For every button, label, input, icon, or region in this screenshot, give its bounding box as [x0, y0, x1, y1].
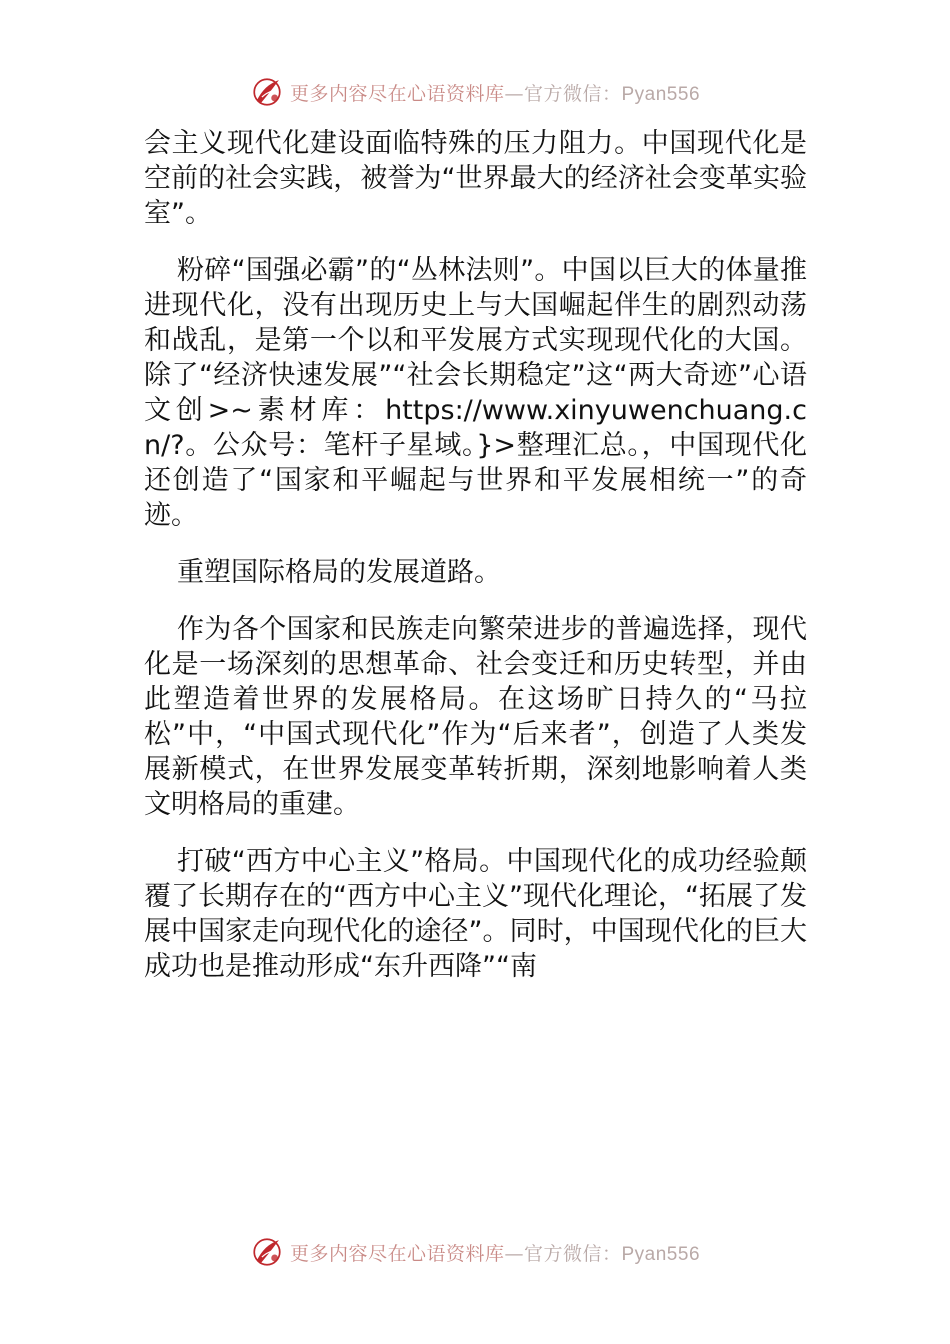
logo-icon — [250, 1235, 284, 1269]
footer-text — [290, 1239, 700, 1266]
paragraph-2: 粉碎“国强必霸”的“丛林法则”。中国以巨大的体量推进现代化，没有出现历史上与大国崛起伴生的剧烈动荡和战乱，是第一个以和平发展方式实现现代化的大国。除了“经济快速发展”“社会长期稳定”这“两大奇迹”心语文创>~素材库：https://www.xinyuwenchuang.cn/?。公众号：笔杆子星域。}>整理汇总。，中国现代化还创造了“国家和平崛起与世界和平发展相统一”的奇迹。 — [144, 255, 807, 531]
footer-wechat-label: 官方微信： — [523, 1242, 622, 1265]
header-separator: — — [504, 82, 524, 105]
paragraph-1: 会主义现代化建设面临特殊的压力阻力。中国现代化是空前的社会实践，被誉为“世界最大的经济社会变革实验室”。 — [144, 128, 807, 229]
header-banner — [0, 72, 950, 112]
logo-icon — [250, 75, 284, 109]
footer-wechat-id: Pyan556 — [621, 1243, 701, 1265]
paragraph-5: 打破“西方中心主义”格局。中国现代化的成功经验颠覆了长期存在的“西方中心主义”现代化理论，“拓展了发展中国家走向现代化的途径”。同时，中国现代化的巨大成功也是推动形成“东升西降”“南 — [144, 846, 807, 982]
footer-brand: 更多内容尽在心语资料库 — [289, 1242, 505, 1265]
paragraph-4: 作为各个国家和民族走向繁荣进步的普遍选择，现代化是一场深刻的思想革命、社会变迁和历史转型，并由此塑造着世界的发展格局。在这场旷日持久的“马拉松”中，“中国式现代化”作为“后来者”，创造了人类发展新模式，在世界发展变革转折期，深刻地影响着人类文明格局的重建。 — [144, 614, 807, 820]
footer-banner — [0, 1232, 950, 1272]
header-wechat-label: 官方微信： — [523, 82, 622, 105]
header-text — [290, 79, 700, 106]
footer-separator: — — [504, 1242, 524, 1265]
paragraph-3-heading: 重塑国际格局的发展道路。 — [177, 557, 501, 588]
document-body — [144, 126, 807, 1006]
header-brand: 更多内容尽在心语资料库 — [289, 82, 505, 105]
header-wechat-id: Pyan556 — [621, 83, 701, 105]
